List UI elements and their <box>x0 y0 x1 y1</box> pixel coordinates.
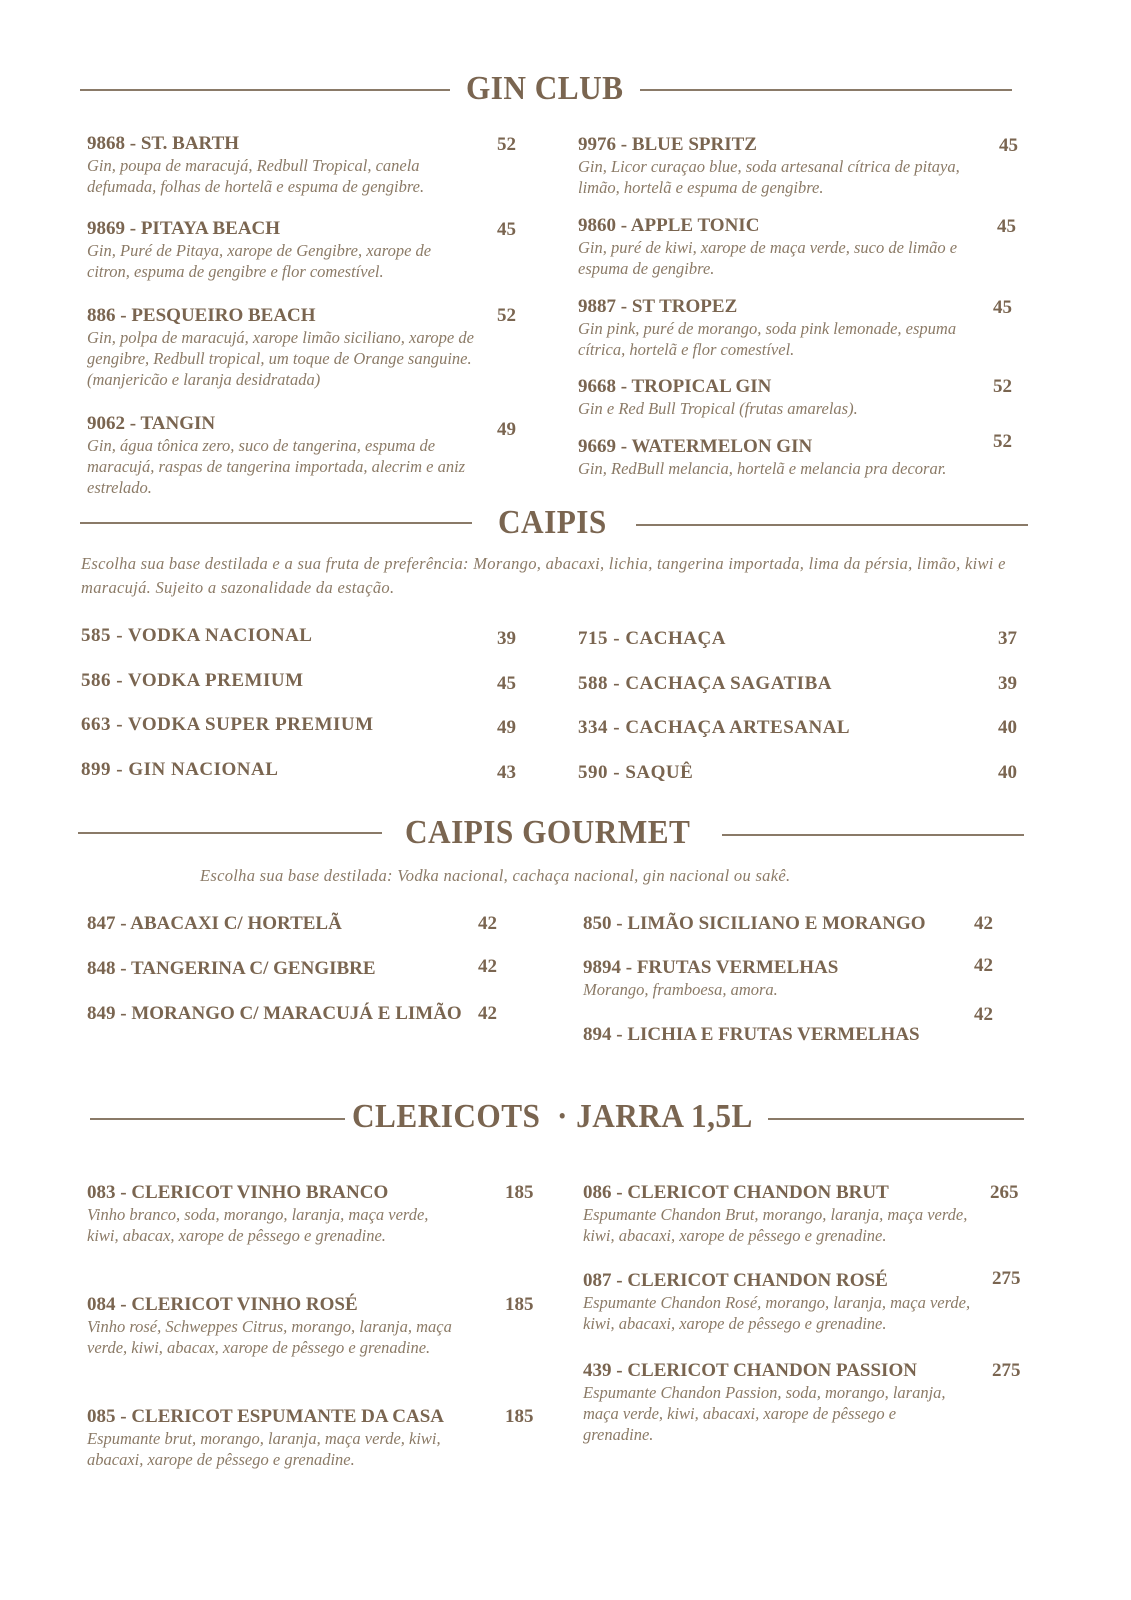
item-price: 49 <box>497 419 516 440</box>
item-name: 9668 - TROPICAL GIN <box>578 376 772 397</box>
item-price: 275 <box>992 1360 1021 1381</box>
item-name: 586 - VODKA PREMIUM <box>81 670 304 691</box>
menu-item <box>583 957 963 1000</box>
item-price: 52 <box>497 134 516 155</box>
item-price: 185 <box>505 1406 534 1427</box>
menu-item <box>578 296 978 360</box>
item-price: 45 <box>997 216 1016 237</box>
item-description: Gin, polpa de maracujá, xarope limão siciliano, xarope de gengibre, Redbull tropical, um toque de Orange sanguine. (manjericão e laranja desidratada) <box>87 328 474 389</box>
item-price: 40 <box>998 762 1017 783</box>
divider-line <box>80 89 450 91</box>
menu-item <box>87 305 487 390</box>
item-name: 086 - CLERICOT CHANDON BRUT <box>583 1182 889 1203</box>
item-price: 40 <box>998 717 1017 738</box>
item-name: 439 - CLERICOT CHANDON PASSION <box>583 1360 917 1381</box>
item-name: 084 - CLERICOT VINHO ROSÉ <box>87 1294 358 1315</box>
item-name: 9976 - BLUE SPRITZ <box>578 134 757 155</box>
item-price: 185 <box>505 1182 534 1203</box>
item-name: 899 - GIN NACIONAL <box>81 759 279 780</box>
item-name: 334 - CACHAÇA ARTESANAL <box>578 717 851 738</box>
item-price: 45 <box>999 135 1018 156</box>
item-name: 9062 - TANGIN <box>87 413 216 434</box>
item-name: 715 - CACHAÇA <box>578 628 726 649</box>
section-title-clericots: CLERICOTS · JARRA 1,5L <box>352 1098 753 1135</box>
item-description: Gin, poupa de maracujá, Redbull Tropical, canela defumada, folhas de hortelã e espuma de gengibre. <box>87 156 425 196</box>
divider-line <box>90 1118 345 1120</box>
item-description: Gin e Red Bull Tropical (frutas amarelas). <box>578 399 858 418</box>
divider-line <box>768 1118 1024 1120</box>
section-title-gin-club: GIN CLUB <box>466 70 624 107</box>
section-intro: Escolha sua base destilada: Vodka nacional, cachaça nacional, gin nacional ou sakê. <box>200 866 791 885</box>
item-name: 894 - LICHIA E FRUTAS VERMELHAS <box>583 1024 920 1045</box>
item-description: Espumante Chandon Brut, morango, laranja, maça verde, kiwi, abacaxi, xarope de pêssego e grenadine. <box>583 1205 968 1245</box>
menu-item <box>583 1182 973 1246</box>
item-name: 9869 - PITAYA BEACH <box>87 218 281 239</box>
item-name: 886 - PESQUEIRO BEACH <box>87 305 316 326</box>
item-description: Espumante Chandon Passion, soda, morango, laranja, maça verde, kiwi, abacaxi, xarope de pêssego e grenadine. <box>583 1383 946 1444</box>
section-title-caipis: CAIPIS <box>498 504 607 541</box>
item-price: 275 <box>992 1268 1021 1289</box>
item-name: 087 - CLERICOT CHANDON ROSÉ <box>583 1270 888 1291</box>
item-description: Gin, Puré de Pitaya, xarope de Gengibre, xarope de citron, espuma de gengibre e flor comestível. <box>87 241 432 281</box>
section-title-caipis-gourmet: CAIPIS GOURMET <box>405 814 691 851</box>
item-name: 9860 - APPLE TONIC <box>578 215 760 236</box>
item-name: 590 - SAQUÊ <box>578 762 694 783</box>
item-price: 42 <box>478 913 497 934</box>
item-description: Espumante Chandon Rosé, morango, laranja, maça verde, kiwi, abacaxi, xarope de pêssego e grenadine. <box>583 1293 971 1333</box>
item-price: 52 <box>993 431 1012 452</box>
item-description: Gin pink, puré de morango, soda pink lemonade, espuma cítrica, hortelã e flor comestível. <box>578 319 957 359</box>
divider-line <box>722 834 1024 836</box>
divider-line <box>640 89 1012 91</box>
item-price: 45 <box>497 673 516 694</box>
item-description: Espumante brut, morango, laranja, maça verde, kiwi, abacaxi, xarope de pêssego e grenadine. <box>87 1429 441 1469</box>
divider-line <box>78 832 382 834</box>
item-description: Vinho rosé, Schweppes Citrus, morango, laranja, maça verde, kiwi, abacax, xarope de pêssego e grenadine. <box>87 1317 452 1357</box>
item-name: 847 - ABACAXI C/ HORTELÃ <box>87 913 342 934</box>
menu-item <box>578 134 978 198</box>
item-price: 42 <box>478 956 497 977</box>
item-price: 45 <box>993 297 1012 318</box>
menu-item <box>87 1406 487 1470</box>
divider-line <box>80 522 472 524</box>
section-intro: Escolha sua base destilada e a sua fruta de preferência: Morango, abacaxi, lichia, tangerina importada, lima da pérsia, limão, kiwi e maracujá. Sujeito a sazonalidade da estação. <box>81 554 1006 597</box>
item-name: 850 - LIMÃO SICILIANO E MORANGO <box>583 913 926 934</box>
item-description: Gin, RedBull melancia, hortelã e melancia pra decorar. <box>578 459 947 478</box>
item-description: Gin, água tônica zero, suco de tangerina, espuma de maracujá, raspas de tangerina importada, alecrim e aniz estrelado. <box>87 436 466 497</box>
item-price: 49 <box>497 717 516 738</box>
item-description: Morango, framboesa, amora. <box>583 980 778 999</box>
menu-item <box>87 1294 487 1358</box>
item-price: 42 <box>974 955 993 976</box>
menu-item <box>583 1360 963 1445</box>
menu-item <box>583 1270 973 1334</box>
item-name: 588 - CACHAÇA SAGATIBA <box>578 673 832 694</box>
menu-item <box>578 215 988 279</box>
item-description: Vinho branco, soda, morango, laranja, maça verde, kiwi, abacax, xarope de pêssego e grenadine. <box>87 1205 429 1245</box>
item-price: 42 <box>974 913 993 934</box>
item-description: Gin, Licor curaçao blue, soda artesanal cítrica de pitaya, limão, hortelã e espuma de gengibre. <box>578 157 960 197</box>
item-name: 9868 - ST. BARTH <box>87 133 240 154</box>
menu-item <box>87 133 487 197</box>
item-name: 849 - MORANGO C/ MARACUJÁ E LIMÃO <box>87 1003 462 1024</box>
item-description: Gin, puré de kiwi, xarope de maça verde, suco de limão e espuma de gengibre. <box>578 238 958 278</box>
item-price: 43 <box>497 762 516 783</box>
item-price: 39 <box>497 628 516 649</box>
item-price: 52 <box>497 305 516 326</box>
item-price: 37 <box>998 628 1017 649</box>
item-name: 9669 - WATERMELON GIN <box>578 436 813 457</box>
item-name: 9894 - FRUTAS VERMELHAS <box>583 957 839 978</box>
divider-line <box>636 524 1028 526</box>
item-name: 848 - TANGERINA C/ GENGIBRE <box>87 958 376 979</box>
item-name: 085 - CLERICOT ESPUMANTE DA CASA <box>87 1406 445 1427</box>
menu-item <box>87 218 467 282</box>
item-price: 52 <box>993 376 1012 397</box>
item-price: 42 <box>478 1003 497 1024</box>
item-price: 39 <box>998 673 1017 694</box>
menu-item <box>578 436 998 479</box>
menu-item <box>87 1182 457 1246</box>
item-name: 585 - VODKA NACIONAL <box>81 625 313 646</box>
menu-item <box>578 376 978 419</box>
menu-item <box>87 413 472 498</box>
item-price: 265 <box>990 1182 1019 1203</box>
item-name: 083 - CLERICOT VINHO BRANCO <box>87 1182 389 1203</box>
item-price: 45 <box>497 219 516 240</box>
item-price: 185 <box>505 1294 534 1315</box>
item-name: 663 - VODKA SUPER PREMIUM <box>81 714 374 735</box>
item-name: 9887 - ST TROPEZ <box>578 296 738 317</box>
item-price: 42 <box>974 1004 993 1025</box>
